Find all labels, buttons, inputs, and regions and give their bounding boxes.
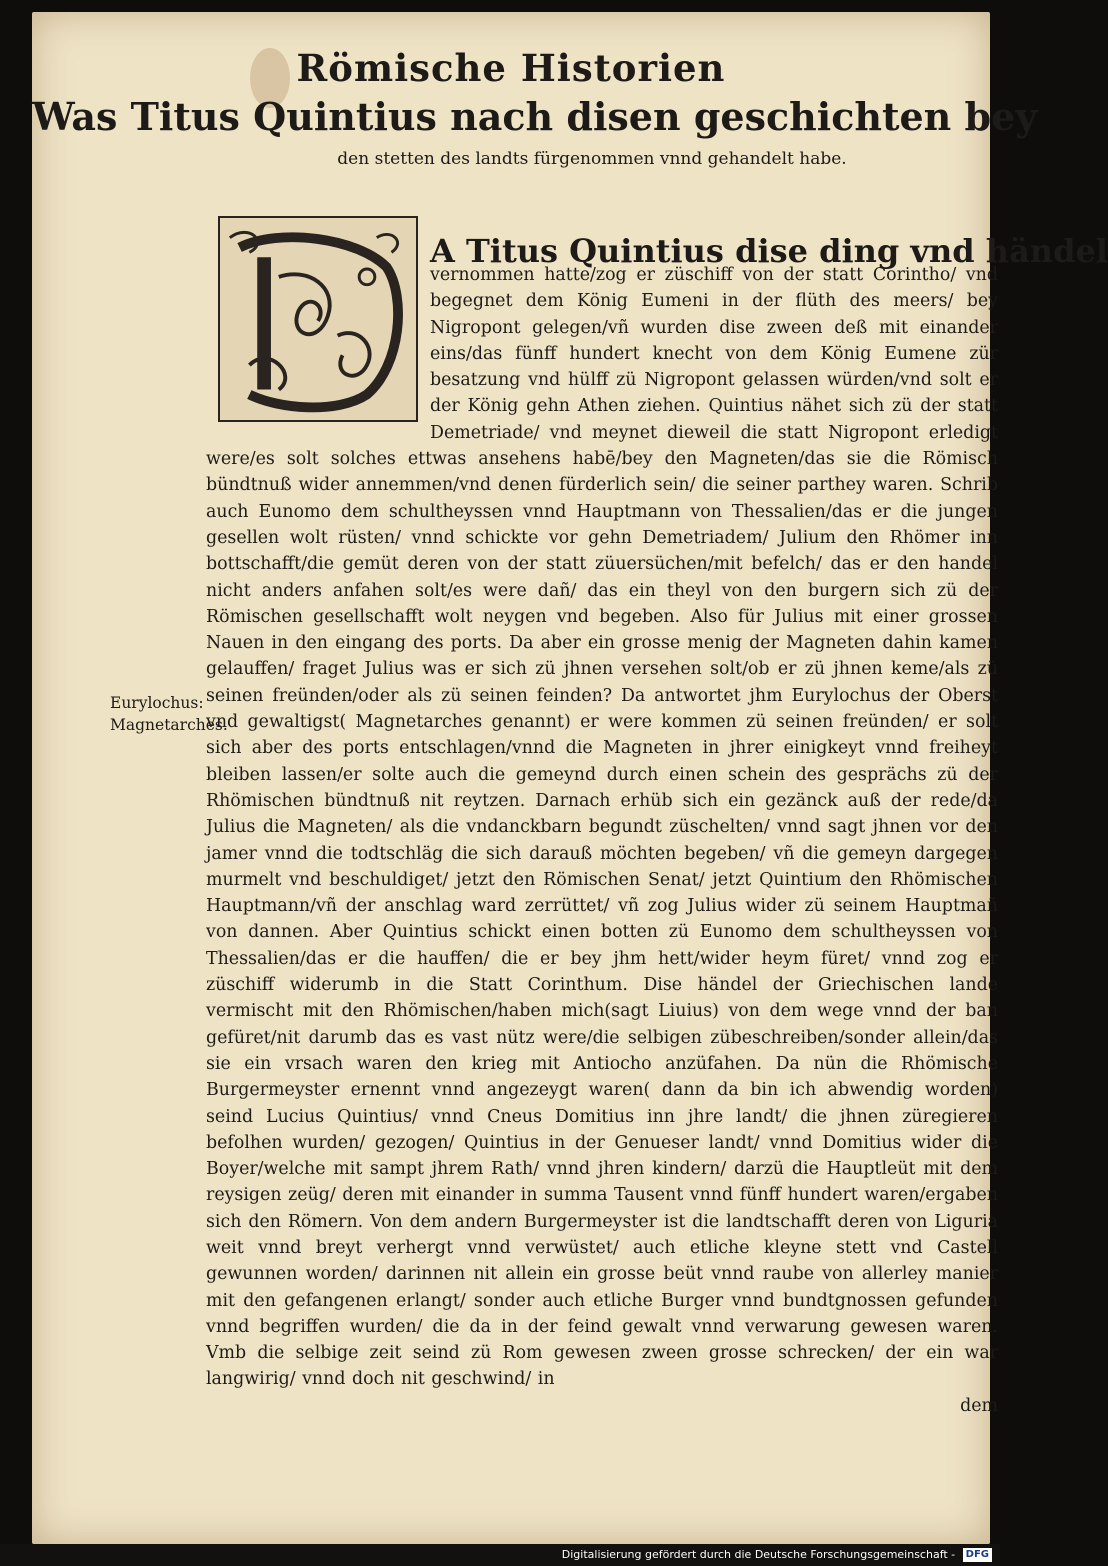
catchword: dem (960, 1395, 998, 1416)
book-page (32, 12, 1108, 1544)
running-head: Römische Historien (296, 46, 726, 90)
margin-note: Eurylochus: Magnetarches. (110, 694, 228, 734)
footer-text: Digitalisierung gefördert durch die Deutsche Forschungsgemeinschaft - (561, 1548, 956, 1561)
chapter-heading: Was Titus Quintius nach disen geschichten bey (32, 94, 1038, 139)
digitization-footer (0, 1544, 1000, 1566)
opening-line: A Titus Quintius dise ding vnd händel (430, 232, 1108, 270)
body-text (206, 262, 998, 1419)
chapter-subheading: den stetten des landts fürgenommen vnnd gehandelt habe. (337, 149, 847, 169)
body-paragraph: vernommen hatte/zog er züschiff von der statt Corintho/ vnd begegnet dem König Eumeni in der flüth des meers/ bey Nigropont gelegen/vñ wurden dise zween deß mit einander eins/das fünff hundert knecht von dem König Eumene zür besatzung vnd hülff zü Nigropont gelassen würden/vnd solt er der König gehn Athen ziehen. Quintius nähet sich zü der statt Demetriade/ vnd meynet dieweil die statt Nigropont erledigt were/es solt solches ettwas ansehens habē/bey den Magneten/das sie die Römisch bündtnuß wider annemmen/vnd denen fürderlich sein/ die seiner parthey waren. Schrib auch Eunomo dem schultheyssen vnnd Hauptmann von Thessalien/das er die jungen gesellen wolt rüsten/ vnnd schickte vor gehn Demetriadem/ Julium den Rhömer inn bottschafft/die gemüt deren von der statt züuersüchen/mit befelch/ das er den handel nicht anders anfahen solt/es were dañ/ das ein theyl von den burgern sich zü der Römischen gesellschafft wolt neygen vnd begeben. Also für Julius mit einer grossen Nauen in den eingang des ports. Da aber ein grosse menig der Magneten dahin kamen gelauffen/ fraget Julius was er sich zü jhnen versehen solt/ob er zü jhnen keme/als zü seinen freünden/oder als zü seinen feinden? Da antwortet jhm Eurylochus der Oberst vnd gewaltigst( Magnetarches genannt) er were kommen zü seinen freünden/ er solt sich aber des ports entschlagen/vnnd die Magneten in jhrer einigkeyt vnnd freiheyt bleiben lassen/er solte auch die gemeynd durch einen schein des gesprächs zü der Rhömischen bündtnuß nit reytzen. Darnach erhüb sich ein gezänck auß der rede/da Julius die Magneten/ als die vndanckbarn begundt züschelten/ vnnd sagt jhnen vor den jamer vnnd die todtschläg die sich darauß möchten begeben/ vñ die gemeyn dargegen murmelt vnd beschuldiget/ jetzt den Römischen Senat/ jetzt Quintium den Rhömischen Hauptmann/vñ der anschlag ward zerrüttet/ vñ zog Julius wider zü seinem Hauptmañ von dannen. Aber Quintius schickt einen botten zü Eunomo dem schultheyssen von Thessalien/das er die hauffen/ die er bey jhm hett/wider heym füret/ vnnd zog er züschiff widerumb in die Statt Corinthum. Dise händel der Griechischen lande vermischt mit den Rhömischen/haben mich(sagt Liuius) von dem wege vnnd der ban gefüret/nit darumb das es vast nütz were/die selbigen zübeschreiben/sonder allein/das sie ein vrsach waren den krieg mit Antiocho anzüfahen. Da nün die Rhömische Burgermeyster ernennt vnnd angezeygt waren( dann da bin ich abwendig worden) seind Lucius Quintius/ vnnd Cneus Domitius inn jhre landt/ die jhnen züregieren befolhen wurden/ gezogen/ Quintius in der Genueser landt/ vnnd Domitius wider die Boyer/welche mit sampt jhrem Rath/ vnnd jhren kindern/ darzü die Hauptleüt mit dem reysigen zeüg/ deren mit einander in summa Tausent vnnd fünff hundert waren/ergaben sich den Römern. Von dem andern Burgermeyster ist die landtschafft deren von Liguria weit vnnd breyt verhergt vnnd verwüstet/ auch etliche kleyne stett vnd Castell gewunnen worden/ darinnen nit allein ein grosse beüt vnnd raube von allerley manier mit den gefangenen erlangt/ sonder auch etliche Burger vnnd bundtgnossen gefunden vnnd begriffen wurden/ die da in der feind gewalt vnnd verwarung gewesen waren. Vmb die selbige zeit seind zü Rom gewesen zween grosse schrecken/ der ein war langwirig/ vnnd doch nit geschwind/ in (206, 265, 998, 1390)
dfg-logo-icon: DFG (963, 1548, 992, 1562)
